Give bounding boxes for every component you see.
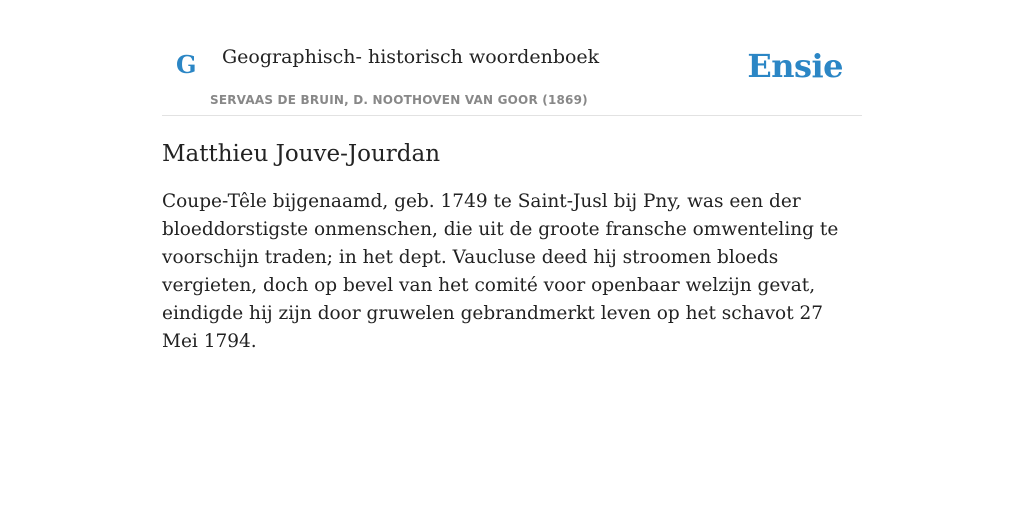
book-authors: SERVAAS DE BRUIN, D. NOOTHOVEN VAN GOOR (1869): [210, 93, 588, 107]
book-letter-icon[interactable]: G: [176, 50, 197, 79]
ensie-logo[interactable]: Ensie: [747, 47, 843, 85]
book-title[interactable]: Geographisch- historisch woordenboek: [222, 46, 600, 68]
book-header: [162, 40, 862, 116]
article: [162, 138, 862, 356]
article-body: Coupe-Têle bijgenaamd, geb. 1749 te Saint-Jusl bij Pny, was een der bloeddorstigste onmenschen, die uit de groote fransche omwenteling te voorschijn traden; in het dept. Vaucluse deed hij stroomen bloeds vergieten, doch op bevel van het comité voor openbaar welzijn gevat, eindigde hij zijn door gruwelen gebrandmerkt leven op het schavot 27 Mei 1794.: [162, 191, 839, 352]
article-title: Matthieu Jouve-Jourdan: [162, 141, 441, 167]
